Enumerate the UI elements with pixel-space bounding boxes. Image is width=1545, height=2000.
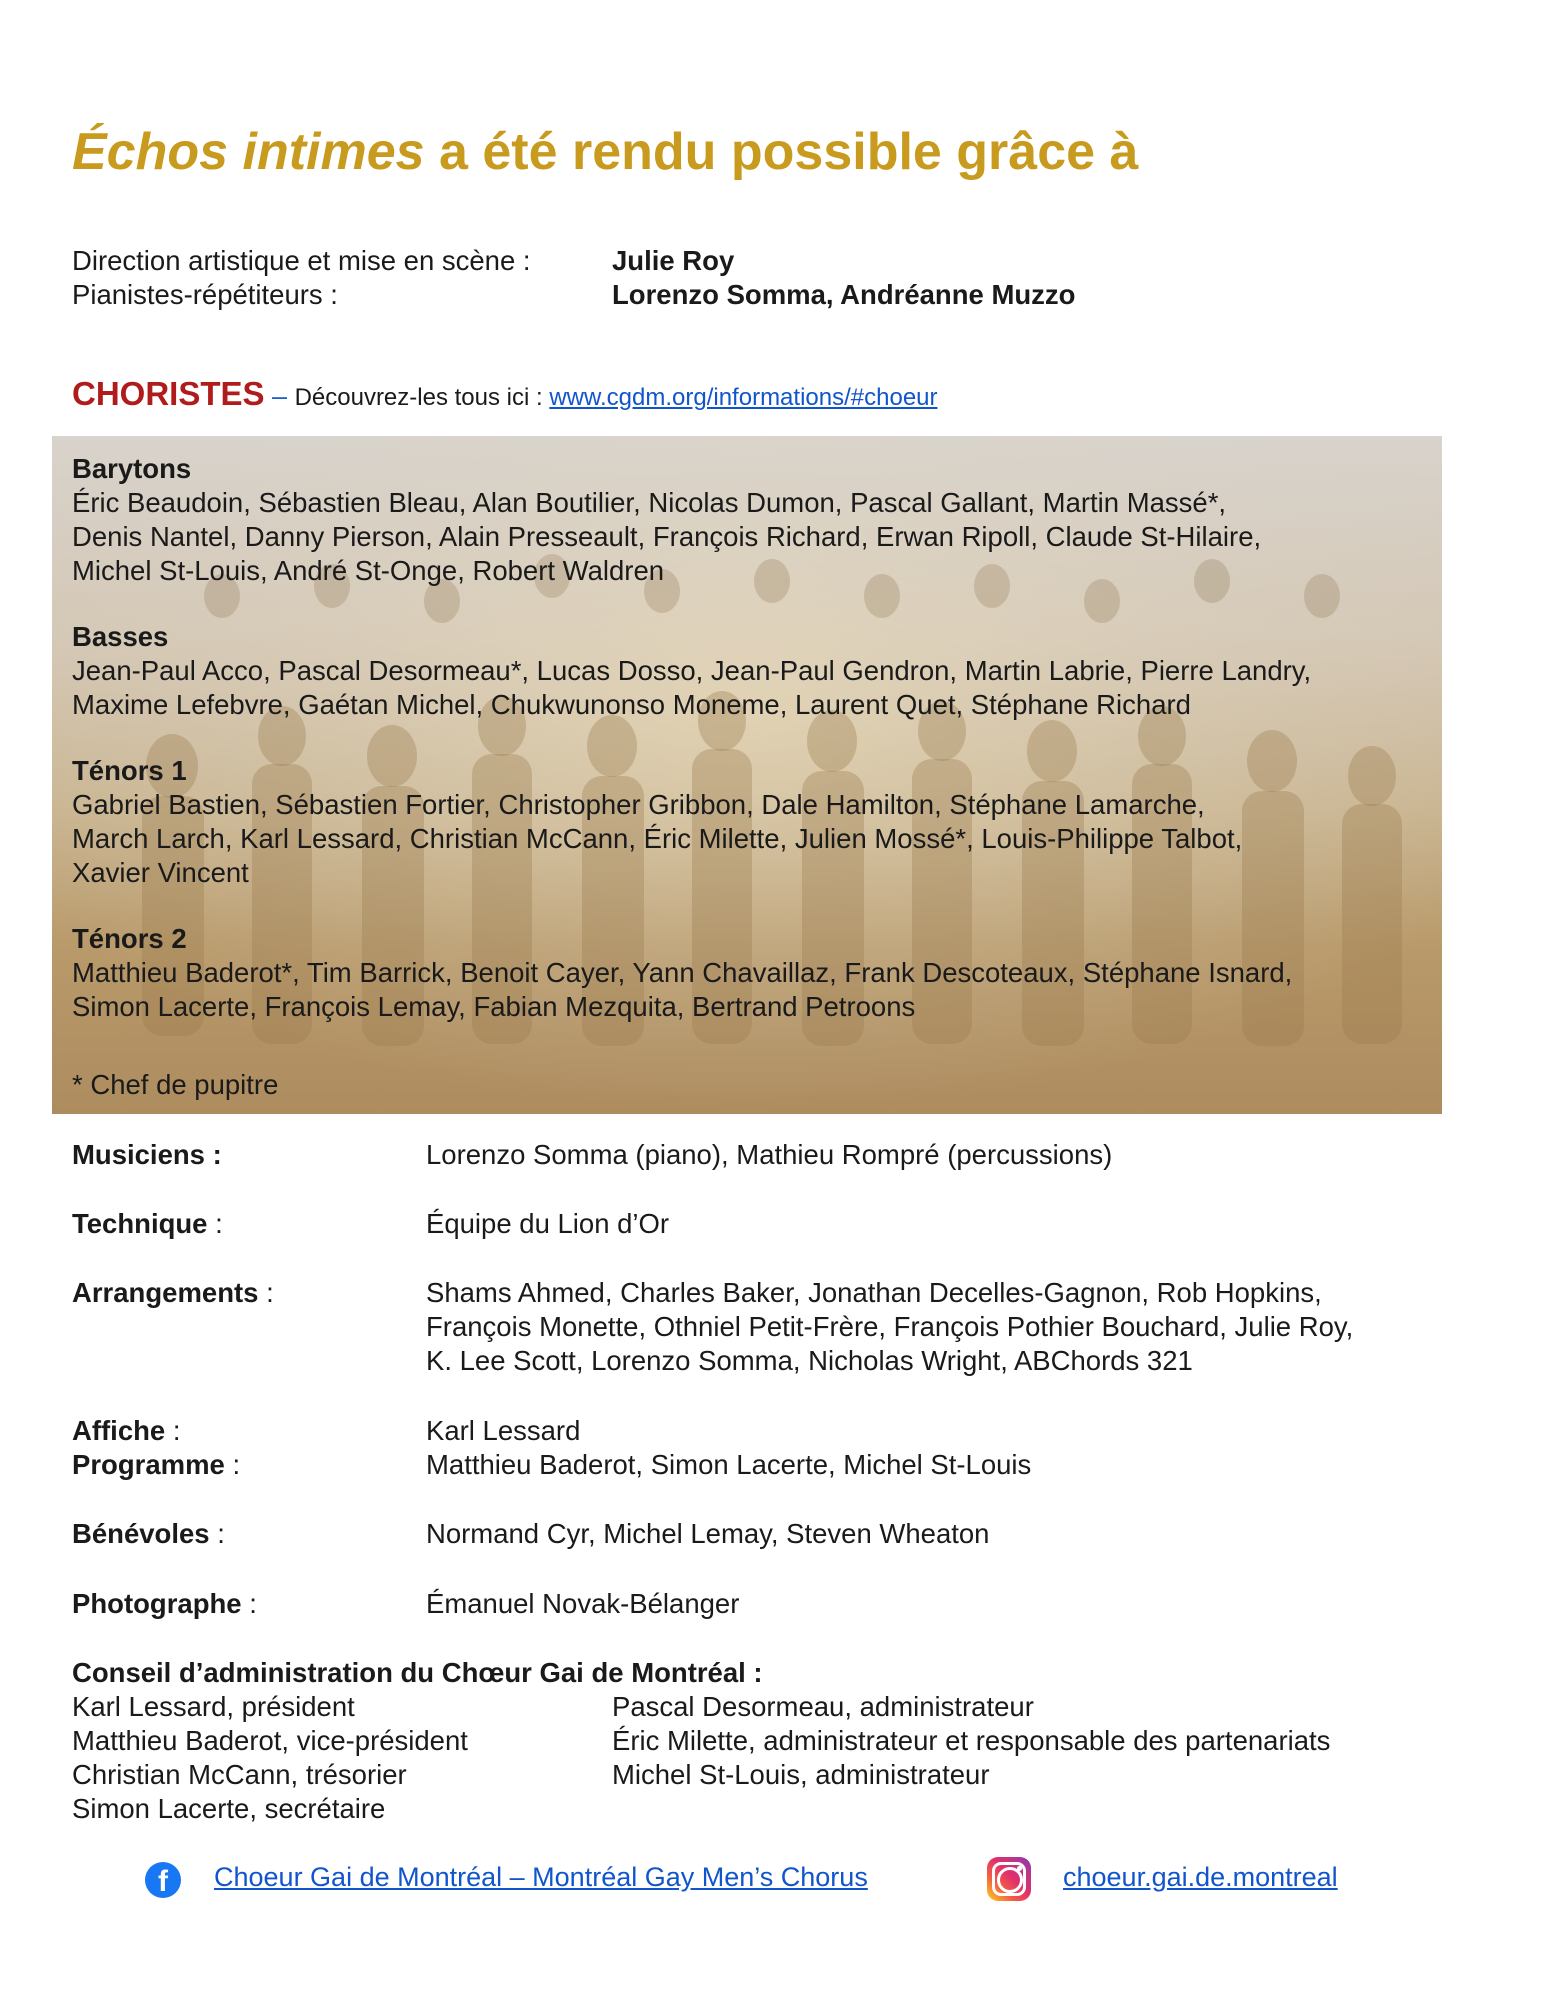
board-member: Pascal Desormeau, administrateur [612, 1691, 1034, 1722]
voice-line: Éric Beaudoin, Sébastien Bleau, Alan Boutilier, Nicolas Dumon, Pascal Gallant, Martin Massé*, [72, 487, 1227, 518]
voice-line: Matthieu Baderot*, Tim Barrick, Benoit Cayer, Yann Chavaillaz, Frank Descoteaux, Stéphane Isnard, [72, 957, 1293, 988]
facebook-link[interactable]: Choeur Gai de Montréal – Montréal Gay Men’s Chorus [214, 1862, 868, 1892]
voice-heading-barytons: Barytons [72, 453, 192, 484]
role-value-arrangements: Shams Ahmed, Charles Baker, Jonathan Decelles-Gagnon, Rob Hopkins, [426, 1277, 1322, 1308]
credit-value-direction: Julie Roy [612, 245, 735, 276]
choristes-title: CHORISTES [72, 375, 265, 412]
voice-line: Denis Nantel, Danny Pierson, Alain Presseault, François Richard, Erwan Ripoll, Claude St-Hilaire, [72, 521, 1262, 552]
voice-line: Xavier Vincent [72, 857, 249, 888]
show-title: Échos intimes [72, 123, 425, 181]
role-value-programme: Matthieu Baderot, Simon Lacerte, Michel St-Louis [426, 1449, 1032, 1480]
role-label-musiciens: Musiciens : [72, 1139, 222, 1170]
choristes-heading [72, 375, 938, 413]
instagram-link[interactable]: choeur.gai.de.montreal [1063, 1862, 1338, 1892]
role-value-technique: Équipe du Lion d’Or [426, 1208, 670, 1239]
role-label-technique: Technique : [72, 1208, 223, 1239]
board-member: Michel St-Louis, administrateur [612, 1759, 990, 1790]
board-member: Éric Milette, administrateur et responsable des partenariats [612, 1725, 1331, 1756]
role-label-arrangements: Arrangements : [72, 1277, 274, 1308]
board-member: Simon Lacerte, secrétaire [72, 1793, 386, 1824]
choristes-intro: Découvrez-les tous ici : [294, 384, 550, 411]
voice-line: Gabriel Bastien, Sébastien Fortier, Christopher Gribbon, Dale Hamilton, Stéphane Lamarche, [72, 789, 1205, 820]
voice-line: Simon Lacerte, François Lemay, Fabian Mezquita, Bertrand Petroons [72, 991, 916, 1022]
role-label-photographe: Photographe : [72, 1588, 257, 1619]
voice-heading-tenors-1: Ténors 1 [72, 755, 187, 786]
credit-label-pianists: Pianistes-répétiteurs : [72, 279, 338, 310]
voice-heading-tenors-2: Ténors 2 [72, 923, 187, 954]
voice-line: March Larch, Karl Lessard, Christian McCann, Éric Milette, Julien Mossé*, Louis-Philippe Talbot, [72, 823, 1243, 854]
board-member: Karl Lessard, président [72, 1691, 355, 1722]
voice-line: Maxime Lefebvre, Gaétan Michel, Chukwunonso Moneme, Laurent Quet, Stéphane Richard [72, 689, 1191, 720]
role-value-benevoles: Normand Cyr, Michel Lemay, Steven Wheaton [426, 1518, 990, 1549]
voice-line: Jean-Paul Acco, Pascal Desormeau*, Lucas Dosso, Jean-Paul Gendron, Martin Labrie, Pierre Landry, [72, 655, 1312, 686]
role-label-affiche: Affiche : [72, 1415, 181, 1446]
title-rest: a été rendu possible grâce à [424, 123, 1139, 181]
role-value-arrangements: K. Lee Scott, Lorenzo Somma, Nicholas Wright, ABChords 321 [426, 1345, 1193, 1376]
role-label-benevoles: Bénévoles : [72, 1518, 225, 1549]
instagram-icon[interactable] [987, 1857, 1031, 1901]
role-value-photographe: Émanuel Novak-Bélanger [426, 1588, 740, 1619]
board-heading: Conseil d’administration du Chœur Gai de Montréal : [72, 1657, 763, 1688]
board-member: Christian McCann, trésorier [72, 1759, 407, 1790]
page-title [72, 122, 1138, 182]
credit-value-pianists: Lorenzo Somma, Andréanne Muzzo [612, 279, 1076, 310]
role-label-programme: Programme : [72, 1449, 241, 1480]
role-value-musiciens: Lorenzo Somma (piano), Mathieu Rompré (percussions) [426, 1139, 1113, 1170]
role-value-arrangements: François Monette, Othniel Petit-Frère, François Pothier Bouchard, Julie Roy, [426, 1311, 1354, 1342]
role-value-affiche: Karl Lessard [426, 1415, 581, 1446]
choristes-link[interactable]: www.cgdm.org/informations/#choeur [549, 384, 938, 411]
facebook-icon[interactable]: f [145, 1862, 181, 1898]
voice-heading-basses: Basses [72, 621, 169, 652]
board-member: Matthieu Baderot, vice-président [72, 1725, 468, 1756]
chef-note: * Chef de pupitre [72, 1069, 279, 1100]
voice-line: Michel St-Louis, André St-Onge, Robert Waldren [72, 555, 665, 586]
choristes-dash: – [264, 381, 295, 411]
credit-label-direction: Direction artistique et mise en scène : [72, 245, 531, 276]
